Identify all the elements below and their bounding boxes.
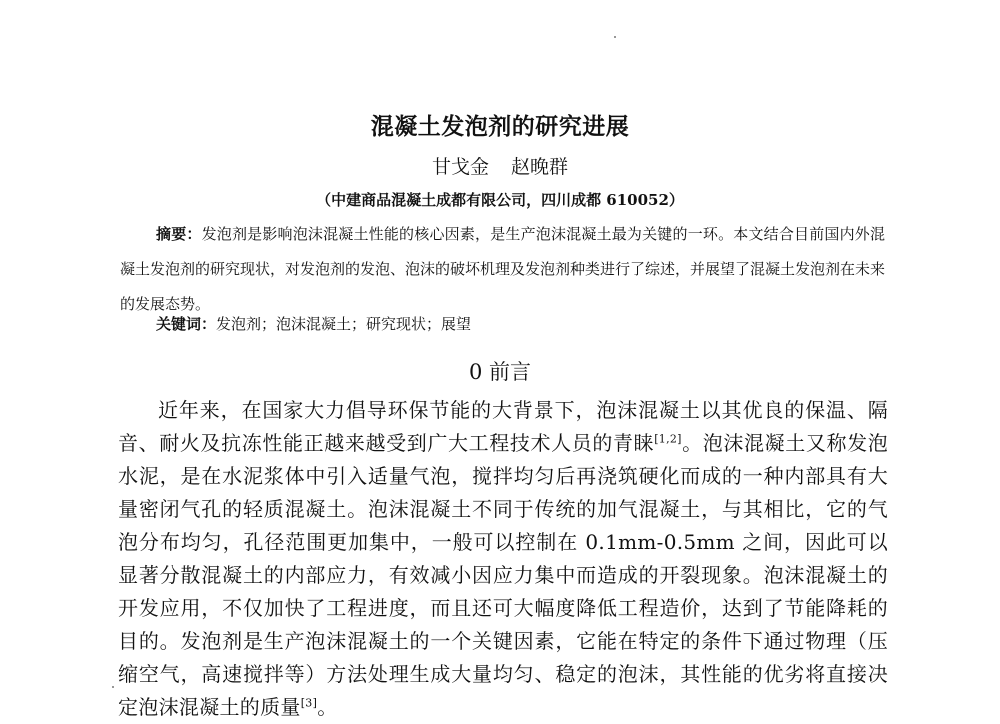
author-name: 赵晚群 (511, 156, 569, 178)
keywords (156, 313, 471, 334)
abstract (120, 217, 885, 322)
keywords-text: 发泡剂；泡沫混凝土；研究现状；展望 (216, 315, 472, 333)
paper-title: 混凝土发泡剂的研究进展 (370, 114, 630, 140)
body-paragraph (118, 394, 888, 724)
paragraph-text: 。泡沫混凝土又称发泡水泥，是在水泥浆体中引入适量气泡，搅拌均匀后再浇筑硬化而成的一种内部具有大量密闭气孔的轻质混凝土。泡沫混凝土不同于传统的加气混凝土，与其相比，它的气泡分布均匀，孔径范围更加集中，一般可以控制在 0.1mm-0.5mm 之间，因此可以显著分散混凝土的内部应力，有效减小因应力集中而造成的开裂现象。泡沫混凝土的开发应用，不仅加快了工程进度，而且还可大幅度降低工程造价，达到了节能降耗的目的。发泡剂是生产泡沫混凝土的一个关键因素，它能在特定的条件下通过物理（压缩空气，高速搅拌等）方法处理生成大量均匀、稳定的泡沫，其性能的优劣将直接决定泡沫混凝土的质量 (118, 431, 888, 719)
affiliation: （中建商品混凝土成都有限公司，四川成都 610052） (316, 191, 684, 209)
scan-speck (614, 36, 616, 38)
scan-speck (112, 686, 114, 688)
citation: [3] (300, 696, 318, 710)
paragraph-text: 。 (317, 695, 338, 719)
citation: [1,2] (654, 432, 682, 446)
keywords-label: 关键词： (156, 315, 217, 333)
author-name: 甘戈金 (431, 156, 489, 178)
abstract-text: 发泡剂是影响泡沫混凝土性能的核心因素，是生产泡沫混凝土最为关键的一环。本文结合目前国内外混凝土发泡剂的研究现状，对发泡剂的发泡、泡沫的破坏机理及发泡剂种类进行了综述，并展望了混凝土发泡剂在未来的发展态势。 (120, 225, 886, 313)
paragraph-text: 近年来，在国家大力倡导环保节能的大背景下，泡沫混凝土以其优良的保温、隔音、耐火及抗冻性能正越来越受到广大工程技术人员的青睐 (118, 398, 888, 455)
section-heading: 0 前言 (468, 360, 532, 384)
abstract-label: 摘要： (156, 225, 202, 243)
author-list (0, 152, 1000, 179)
